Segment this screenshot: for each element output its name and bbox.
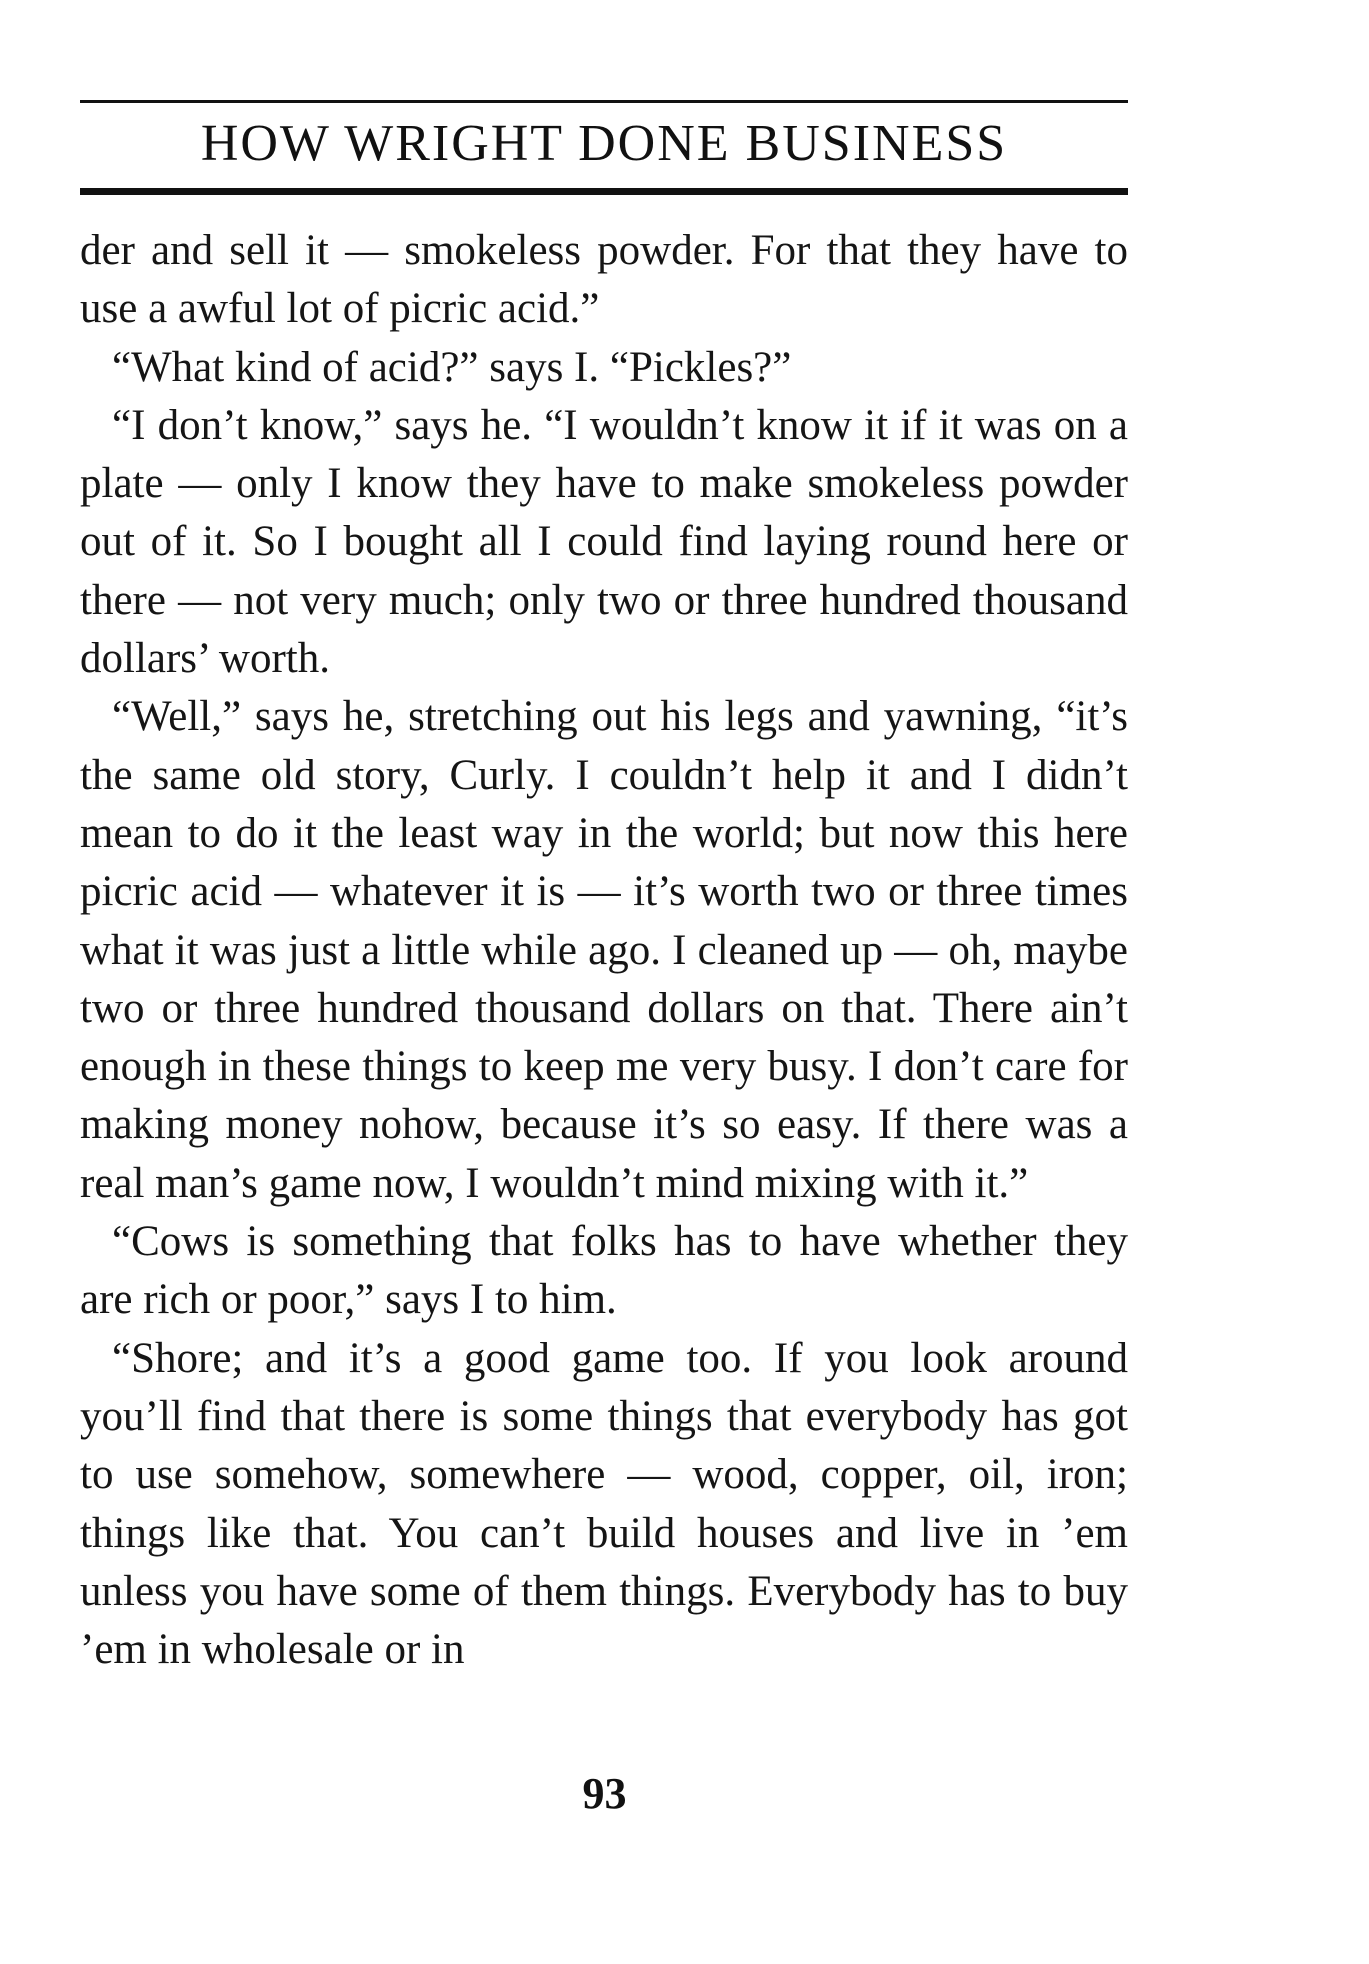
paragraph: “Cows is something that folks has to have whether they are rich or poor,” says I to him. (80, 1218, 1128, 1324)
header-bottom-rule (80, 188, 1128, 195)
page-number: 93 (582, 1769, 627, 1818)
header-top-rule (80, 100, 1128, 103)
paragraph: “What kind of acid?” says I. “Pickles?” (112, 343, 792, 391)
paragraph: der and sell it — smokeless powder. For that they have to use a awful lot of picric acid.” (80, 227, 1128, 333)
running-head: HOW WRIGHT DONE BUSINESS (200, 115, 1008, 172)
body-text (80, 222, 1128, 1679)
paragraph: “Shore; and it’s a good game too. If you look around you’ll find that there is some things that everybody has got to use somehow, somewhere — wood, copper, oil, iron; things like that. You can’t build houses and live in ’em unless you have some of them things. Everybody has to buy ’em in wholesale or in (80, 1334, 1128, 1674)
paragraph: “I don’t know,” says he. “I wouldn’t know it if it was on a plate — only I know they have to make smokeless powder out of it. So I bought all I could find laying round here or there — not very much; only two or three hundred thousand dollars’ worth. (80, 401, 1128, 683)
paragraph: “Well,” says he, stretching out his legs and yawning, “it’s the same old story, Curly. I couldn’t help it and I didn’t mean to do it the least way in the world; but now this here picric acid — whatever it is — it’s worth two or three times what it was just a little while ago. I cleaned up — oh, maybe two or three hundred thousand dollars on that. There ain’t enough in these things to keep me very busy. I don’t care for making money nohow, because it’s so easy. If there was a real man’s game now, I wouldn’t mind mixing with it.” (80, 693, 1128, 1207)
